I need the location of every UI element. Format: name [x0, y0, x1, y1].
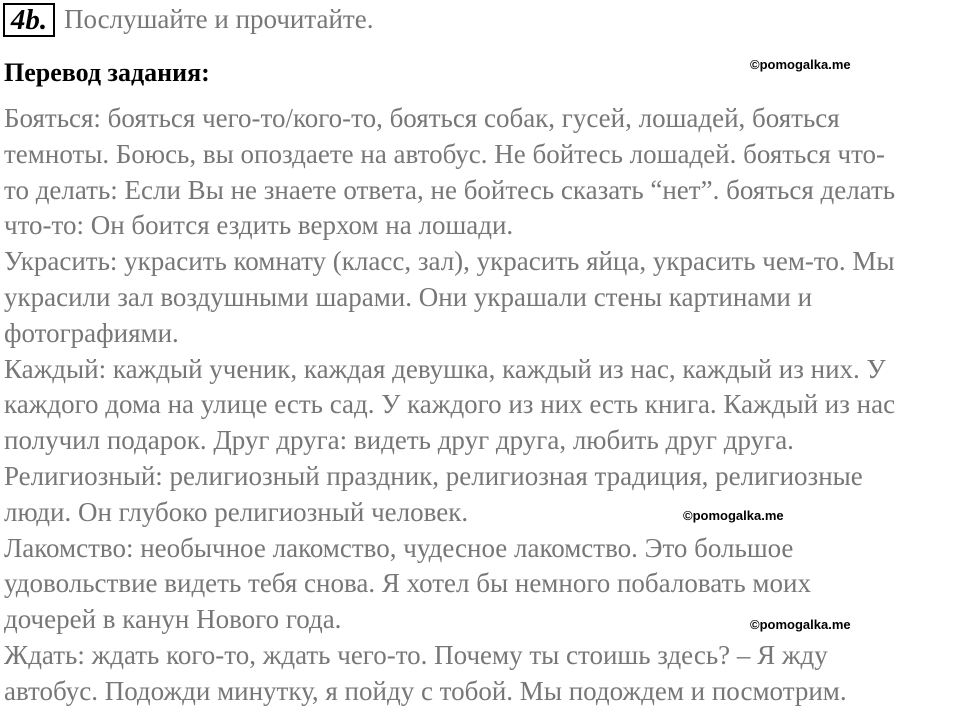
- translation-text: [4, 101, 958, 710]
- watermark: ©pomogalka.me: [683, 508, 784, 523]
- text-line: автобус. Подожди минутку, я пойду с тобой. Мы подождем и посмотрим.: [4, 675, 847, 706]
- exercise-instruction: Послушайте и прочитайте.: [64, 4, 374, 34]
- text-line: то делать: Если Вы не знаете ответа, не бойтесь сказать “нет”. бояться делать: [4, 174, 896, 205]
- text-line: Украсить: украсить комнату (класс, зал), украсить яйца, украсить чем-то. Мы: [4, 246, 895, 277]
- text-line: люди. Он глубоко религиозный человек.: [4, 496, 469, 527]
- text-line: фотографиями.: [4, 317, 179, 348]
- watermark: ©pomogalka.me: [750, 617, 851, 632]
- text-line: Бояться: бояться чего-то/кого-то, бояться собак, гусей, лошадей, бояться: [4, 103, 840, 133]
- text-line: получил подарок. Друг друга: видеть друг друга, любить друг друга.: [4, 425, 794, 456]
- text-line: Лакомство: необычное лакомство, чудесное лакомство. Это большое: [4, 532, 794, 563]
- text-line: Ждать: ждать кого-то, ждать чего-то. Почему ты стоишь здесь? – Я жду: [4, 639, 828, 670]
- text-line: удовольствие видеть тебя снова. Я хотел бы немного побаловать моих: [4, 568, 811, 599]
- text-line: темноты. Боюсь, вы опоздаете на автобус. Не бойтесь лошадей. бояться что-: [4, 138, 886, 169]
- exercise-number-box: 4b.: [3, 3, 55, 37]
- text-line: украсили зал воздушными шарами. Они украшали стены картинами и: [4, 281, 813, 312]
- text-line: дочерей в канун Нового года.: [4, 604, 342, 635]
- text-line: каждого дома на улице есть сад. У каждого из них есть книга. Каждый из нас: [4, 389, 896, 420]
- text-line: Каждый: каждый ученик, каждая девушка, каждый из нас, каждый из них. У: [4, 353, 886, 384]
- text-line: Религиозный: религиозный праздник, религиозная традиция, религиозные: [4, 460, 863, 491]
- watermark: ©pomogalka.me: [750, 57, 851, 72]
- translation-heading: Перевод задания:: [4, 58, 210, 87]
- text-line: что-то: Он боится ездить верхом на лошади.: [4, 210, 514, 241]
